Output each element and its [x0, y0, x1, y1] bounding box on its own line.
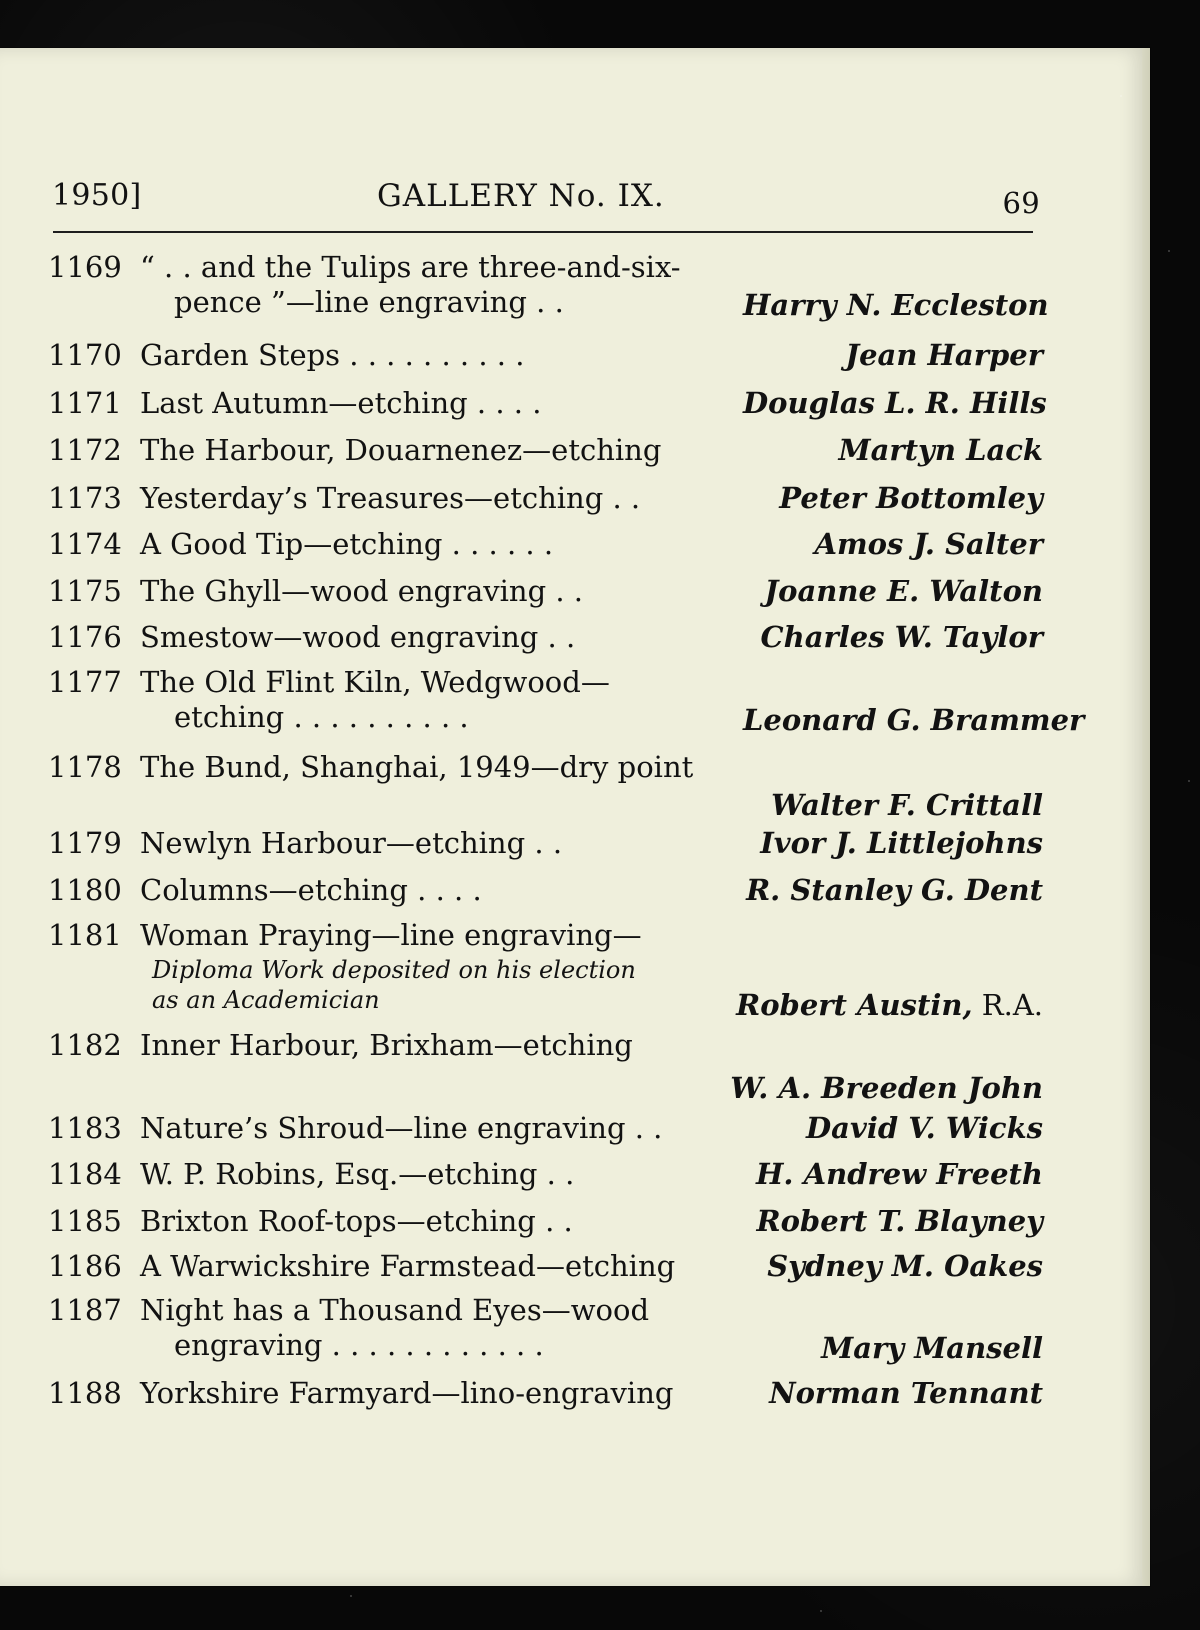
entry-title: Yorkshire Farmyard—lino-engraving: [140, 1376, 674, 1410]
entry-number: 1178: [48, 750, 122, 784]
entry-title: Woman Praying—line engraving—: [140, 918, 642, 952]
catalogue-page: [0, 48, 1150, 1586]
entry-title: The Harbour, Douarnenez—etching: [140, 433, 662, 467]
diploma-note-line-2: as an Academician: [152, 986, 380, 1014]
entry-number: 1185: [48, 1204, 122, 1238]
entry-number: 1172: [48, 433, 122, 467]
entry-number: 1182: [48, 1028, 122, 1062]
page-number: 69: [1002, 186, 1040, 220]
entry-title: Smestow—wood engraving . .: [140, 620, 576, 654]
entry-title: Newlyn Harbour—etching . .: [140, 826, 563, 860]
artist-name: [713, 988, 1043, 1022]
artist-name: Ivor J. Littlejohns: [760, 826, 1043, 860]
page-header: [52, 178, 1040, 228]
artist-name: R. Stanley G. Dent: [746, 873, 1043, 907]
entry-number: 1170: [48, 338, 122, 372]
entry-title: The Ghyll—wood engraving . .: [140, 574, 584, 608]
entry-number: 1173: [48, 481, 122, 515]
entry-title: Inner Harbour, Brixham—etching: [140, 1028, 633, 1062]
artist-name: David V. Wicks: [806, 1111, 1043, 1145]
entry-title: Night has a Thousand Eyes—wood: [140, 1293, 650, 1327]
gallery-title: GALLERY No. IX.: [377, 178, 665, 214]
catalogue-entry-1183: [48, 1111, 1043, 1150]
artist-name: Leonard G. Brammer: [743, 703, 1085, 737]
catalogue-entry-1181: [48, 918, 1043, 1025]
entry-number: 1186: [48, 1249, 122, 1283]
catalogue-entry-1182: [48, 1028, 1043, 1111]
background-speck: [820, 1610, 822, 1612]
catalogue-entry-1171: [48, 386, 1047, 425]
entry-title-continuation: etching . . . . . . . . . .: [174, 700, 469, 734]
catalogue-entry-1169: [48, 250, 1049, 327]
year-marker: 1950]: [52, 178, 142, 213]
background-speck: [1120, 95, 1122, 97]
catalogue-entry-1177: [48, 665, 1085, 742]
entry-title: A Good Tip—etching . . . . . .: [140, 527, 554, 561]
catalogue-entry-1176: [48, 620, 1043, 659]
catalogue-entry-1174: [48, 527, 1043, 566]
entry-title: The Bund, Shanghai, 1949—dry point: [140, 750, 694, 784]
artist-name: H. Andrew Freeth: [756, 1157, 1043, 1191]
entry-title: The Old Flint Kiln, Wedgwood—: [140, 665, 610, 699]
entry-title-continuation: engraving . . . . . . . . . . . .: [174, 1328, 544, 1362]
catalogue-entry-1186: [48, 1249, 1043, 1288]
entry-number: 1183: [48, 1111, 122, 1145]
artist-name: Amos J. Salter: [814, 527, 1043, 561]
entry-title: Garden Steps . . . . . . . . . .: [140, 338, 525, 372]
diploma-note-line-1: Diploma Work deposited on his election: [152, 956, 636, 984]
artist-name: Peter Bottomley: [779, 481, 1043, 515]
entry-number: 1184: [48, 1157, 122, 1191]
artist-name: Walter F. Crittall: [771, 788, 1043, 822]
entry-title-continuation: pence ”—line engraving . .: [174, 285, 564, 319]
entry-number: 1181: [48, 918, 122, 952]
entry-title: Last Autumn—etching . . . .: [140, 386, 542, 420]
background-speck: [350, 1595, 352, 1597]
background-speck: [1168, 250, 1170, 252]
artist-name: Mary Mansell: [821, 1331, 1043, 1365]
catalogue-entry-1187: [48, 1293, 1043, 1372]
entry-number: 1188: [48, 1376, 122, 1410]
artist-name-italic: Robert Austin,: [736, 988, 973, 1022]
artist-name: Robert T. Blayney: [756, 1204, 1043, 1238]
catalogue-entry-1179: [48, 826, 1043, 865]
entry-number: 1174: [48, 527, 122, 561]
entry-title: “ . . and the Tulips are three-and-six-: [140, 250, 681, 284]
artist-name: Norman Tennant: [769, 1376, 1043, 1410]
entry-title: Nature’s Shroud—line engraving . .: [140, 1111, 663, 1145]
entry-number: 1180: [48, 873, 122, 907]
artist-name: Sydney M. Oakes: [767, 1249, 1043, 1283]
entry-number: 1169: [48, 250, 122, 284]
entry-title: W. P. Robins, Esq.—etching . .: [140, 1157, 575, 1191]
artist-name: Douglas L. R. Hills: [743, 386, 1047, 420]
catalogue-entry-1178: [48, 750, 1043, 829]
background-speck: [1188, 780, 1190, 782]
catalogue-entry-1184: [48, 1157, 1043, 1196]
catalogue-entry-1188: [48, 1376, 1043, 1415]
entry-number: 1179: [48, 826, 122, 860]
artist-name: Charles W. Taylor: [760, 620, 1043, 654]
header-rule: [53, 231, 1033, 233]
artist-name: W. A. Breeden John: [730, 1071, 1043, 1105]
entry-number: 1177: [48, 665, 122, 699]
page-edge: [1142, 48, 1150, 1586]
catalogue-entry-1180: [48, 873, 1043, 912]
catalogue-entry-1170: [48, 338, 1043, 377]
catalogue-entry-1175: [48, 574, 1043, 613]
entry-number: 1187: [48, 1293, 122, 1327]
entry-title: Yesterday’s Treasures—etching . .: [140, 481, 641, 515]
artist-name: Harry N. Eccleston: [743, 288, 1049, 322]
catalogue-entry-1185: [48, 1204, 1043, 1243]
entry-number: 1171: [48, 386, 122, 420]
artist-name: Jean Harper: [845, 338, 1043, 372]
artist-name: Martyn Lack: [838, 433, 1043, 467]
entry-title: A Warwickshire Farmstead—etching: [140, 1249, 676, 1283]
entry-number: 1175: [48, 574, 122, 608]
entry-title: Columns—etching . . . .: [140, 873, 482, 907]
artist-name: Joanne E. Walton: [764, 574, 1043, 608]
artist-suffix: R.A.: [972, 988, 1043, 1022]
entry-number: 1176: [48, 620, 122, 654]
catalogue-entry-1172: [48, 433, 1043, 472]
entry-title: Brixton Roof-tops—etching . .: [140, 1204, 573, 1238]
catalogue-entry-1173: [48, 481, 1043, 520]
